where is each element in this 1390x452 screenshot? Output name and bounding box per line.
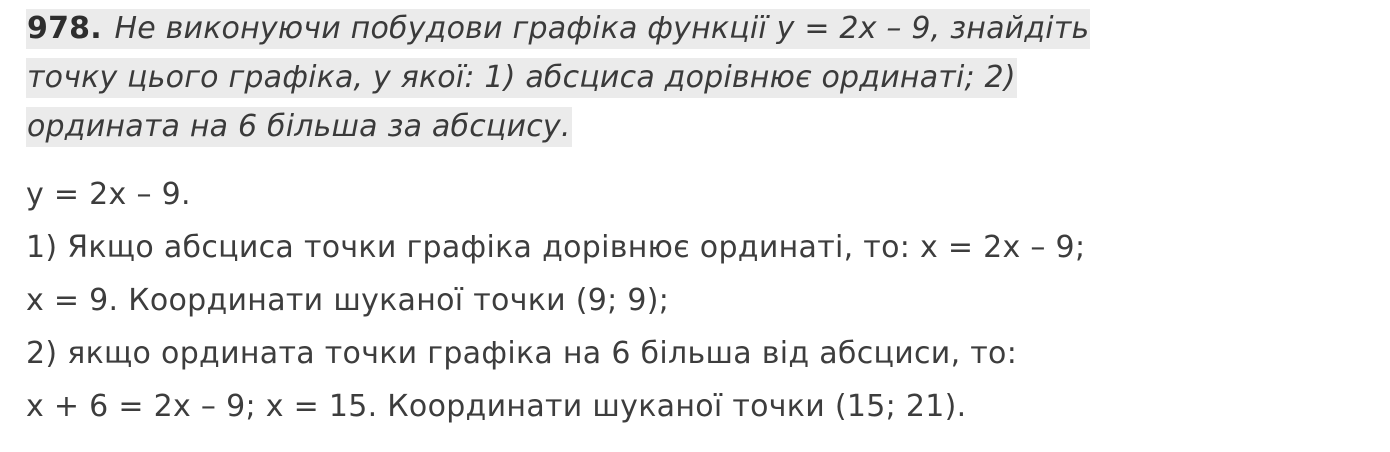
solution-line-1: y = 2x – 9. [26, 177, 191, 212]
problem-number: 978. [26, 9, 113, 49]
problem-statement [26, 4, 1376, 151]
solution-line-3: x = 9. Координати шуканої точки (9; 9); [26, 283, 670, 318]
solution-line-5: x + 6 = 2x – 9; x = 15. Координати шуканої точки (15; 21). [26, 389, 967, 424]
problem-text-2: точку цього графіка, у якої: 1) абсциса дорівнює ординаті; 2) [26, 58, 1017, 98]
problem-line-2 [26, 53, 1376, 102]
problem-line-3 [26, 102, 1376, 151]
solution-line-4: 2) якщо ордината точки графіка на 6 більша від абсциси, то: [26, 336, 1018, 371]
problem-text-3: ордината на 6 більша за абсцису. [26, 107, 572, 147]
solution-line-2: 1) Якщо абсциса точки графіка дорівнює ординаті, то: x = 2x – 9; [26, 230, 1086, 265]
problem-text-1: Не виконуючи побудови графіка функції y = 2x – 9, знайдіть [113, 9, 1090, 49]
problem-line-1 [26, 4, 1376, 53]
solution-body [26, 168, 1376, 433]
